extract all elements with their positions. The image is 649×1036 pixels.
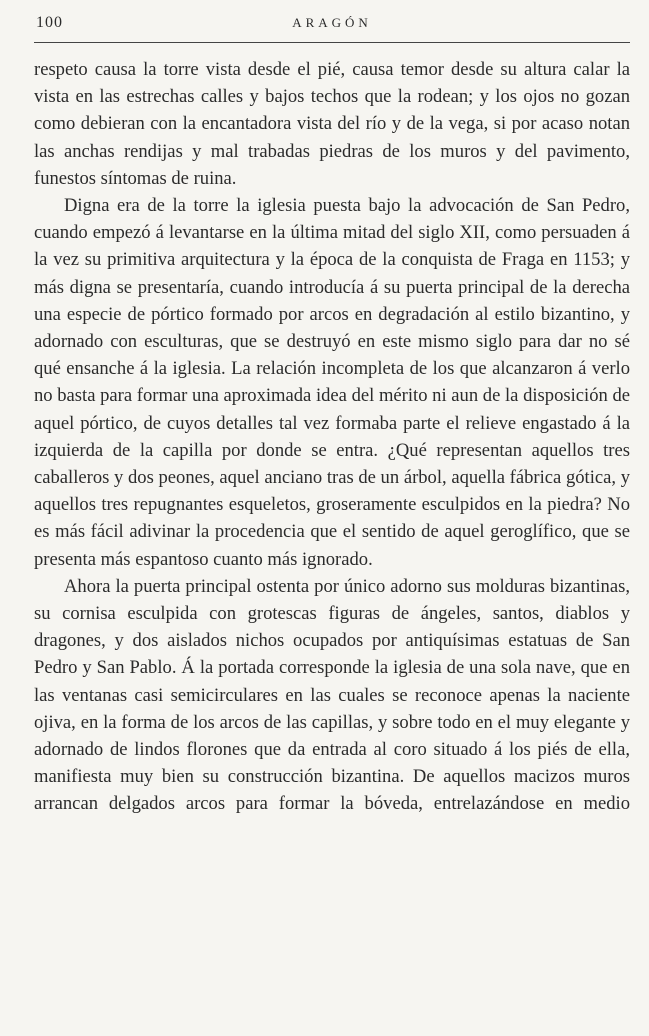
page-number: 100 (36, 14, 63, 31)
paragraph-1: respeto causa la torre vista desde el pié, causa temor desde su altura calar la vista en las estrechas calles y bajos techos que la rodean; y los ojos no gozan como debieran con la encantadora vista del río y de la vega, si por acaso notan las anchas rendijas y mal trabadas piedras de los muros y del pavimento, funestos síntomas de ruina. (34, 59, 630, 189)
header-rule (34, 42, 630, 43)
paragraph-2: Digna era de la torre la iglesia puesta bajo la advocación de San Pedro, cuando empezó á levantarse en la última mitad del siglo XII, como persuaden á la vez su primitiva arquitectura y la época de la conquista de Fraga en 1153; y más digna se presentaría, cuando introducía á su puerta principal de la derecha una especie de pórtico formado por arcos en degradación al estilo bizantino, y adornado con esculturas, que se destruyó en este mismo siglo para dar no sé qué ensanche á la iglesia. La relación incompleta de los que alcanzaron á verlo no basta para formar una aproximada idea del mérito ni aun de la disposición de aquel pórtico, de cuyos detalles tal vez formaba parte el relieve engastado á la izquierda de la capilla por donde se entra. ¿Qué representan aquellos tres caballeros y dos peones, aquel anciano tras de un árbol, aquella fábrica gótica, y aquellos tres repugnantes esqueletos, groseramente esculpidos en la piedra? No es más fácil adivinar la procedencia que el sentido de aquel geroglífico, que se presenta más espantoso cuanto más ignorado. (34, 195, 630, 570)
book-page (34, 0, 630, 1036)
body-text (34, 56, 630, 818)
paragraph-3: Ahora la puerta principal ostenta por único adorno sus molduras bizantinas, su cornisa esculpida con grotescas figuras de ángeles, santos, diablos y dragones, y dos aislados nichos ocupados por antiquísimas estatuas de San Pedro y San Pablo. Á la portada corresponde la iglesia de una sola nave, que en las ventanas casi semicirculares en las cuales se reconoce apenas la naciente ojiva, en la forma de los arcos de las capillas, y sobre todo en el muy elegante y adornado de lindos florones que da entrada al coro situado á los piés de ella, manifiesta muy bien su construcción bizantina. De aquellos macizos muros arrancan delgados arcos para formar la bóveda, entrelazándose en medio (34, 575, 630, 815)
page-header (34, 12, 630, 38)
running-title: ARAGÓN (292, 15, 372, 30)
